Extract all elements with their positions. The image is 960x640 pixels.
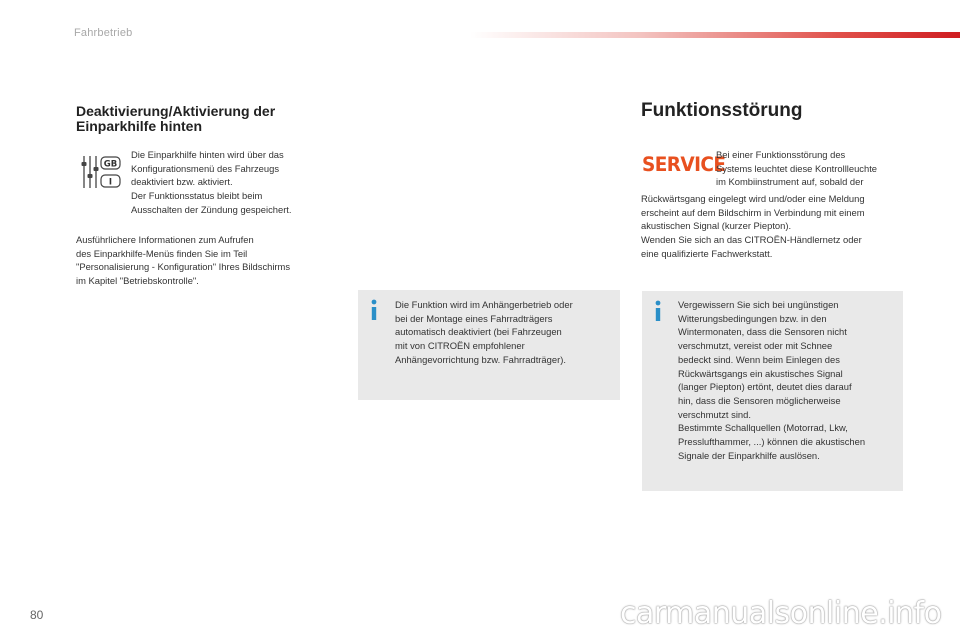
text-line: deaktiviert bzw. aktiviert. <box>131 176 233 188</box>
text-line: Vergewissern Sie sich bei ungünstigen <box>678 299 839 310</box>
paragraph-menu-config <box>131 148 336 217</box>
info-icon <box>652 300 664 322</box>
text-line: eine qualifizierte Fachwerkstatt. <box>641 247 773 259</box>
paragraph-malfunction-bottom <box>641 192 911 261</box>
text-line: Signale der Einparkhilfe auslösen. <box>678 449 820 461</box>
info-box-sensors <box>642 291 903 491</box>
text-line: Bei einer Funktionsstörung des <box>716 149 846 160</box>
text-line: bei der Montage eines Fahrradträgers <box>395 312 553 324</box>
text-line: Systems leuchtet diese Kontrollleuchte <box>716 162 878 174</box>
text-line: erscheint auf dem Bildschirm in Verbindung mit einem <box>641 206 865 218</box>
text-line: verschmutzt, vereist oder mit Schnee <box>678 340 833 352</box>
text-line: hin, dass die Sensoren möglicherweise <box>678 394 841 406</box>
heading-deactivation: Deaktivierung/Aktivierung der Einparkhilfe hinten <box>76 103 276 134</box>
text-line: Die Einparkhilfe hinten wird über das <box>131 149 284 160</box>
text-line: automatisch deaktiviert (bei Fahrzeugen <box>395 326 562 338</box>
text-line: mit von CITROËN empfohlener <box>395 340 525 352</box>
header-accent-bar <box>470 32 960 38</box>
section-title: Fahrbetrieb <box>74 27 133 39</box>
text-line: Presslufthammer, ...) können die akustischen <box>678 436 866 448</box>
text-line: Der Funktionsstatus bleibt beim <box>131 190 263 202</box>
text-line: "Personalisierung - Konfiguration" Ihres Bildschirms <box>76 261 291 273</box>
text-line: Wenden Sie sich an das CITROËN-Händlernetz oder <box>641 234 862 246</box>
heading-malfunction: Funktionsstörung <box>641 100 803 121</box>
text-line: Anhängevorrichtung bzw. Fahrradträger). <box>395 353 566 365</box>
text-line: des Einparkhilfe-Menüs finden Sie im Teil <box>76 247 248 259</box>
page-number: 80 <box>30 608 44 622</box>
settings-sliders-gb-icon <box>80 154 122 190</box>
text-line: Witterungsbedingungen bzw. in den <box>678 312 827 324</box>
text-line: Bestimmte Schallquellen (Motorrad, Lkw, <box>678 422 848 434</box>
service-warning-icon: SERVICE <box>642 154 726 177</box>
text-line: verschmutzt sind. <box>678 408 751 420</box>
text-line: Rückwärtsgangs ein akustisches Signal <box>678 367 843 379</box>
info-icon <box>368 299 380 321</box>
text-line: Ausführlichere Informationen zum Aufrufen <box>76 234 254 245</box>
icon-label-i: I <box>108 177 113 188</box>
watermark: carmanualsonline.info <box>620 596 942 631</box>
info-box-text <box>395 298 610 367</box>
text-line: bedeckt sind. Wenn beim Einlegen des <box>678 353 840 365</box>
text-line: im Kapitel "Betriebskontrolle". <box>76 275 199 287</box>
text-line: Rückwärtsgang eingelegt wird und/oder eine Meldung <box>641 193 865 204</box>
text-line: Ausschalten der Zündung gespeichert. <box>131 203 292 215</box>
paragraph-more-info <box>76 233 338 288</box>
text-line: Die Funktion wird im Anhängerbetrieb oder <box>395 299 573 310</box>
text-line: Wintermonaten, dass die Sensoren nicht <box>678 326 847 338</box>
text-line: akustischen Signal (kurzer Piepton). <box>641 220 792 232</box>
icon-label-gb: GB <box>103 159 118 170</box>
text-line: im Kombiinstrument auf, sobald der <box>716 176 864 188</box>
info-box-trailer <box>358 290 620 400</box>
paragraph-malfunction-top <box>716 148 911 189</box>
text-line: (langer Piepton) ertönt, deutet dies darauf <box>678 381 852 393</box>
info-box-text <box>678 298 900 462</box>
text-line: Konfigurationsmenü des Fahrzeugs <box>131 162 280 174</box>
